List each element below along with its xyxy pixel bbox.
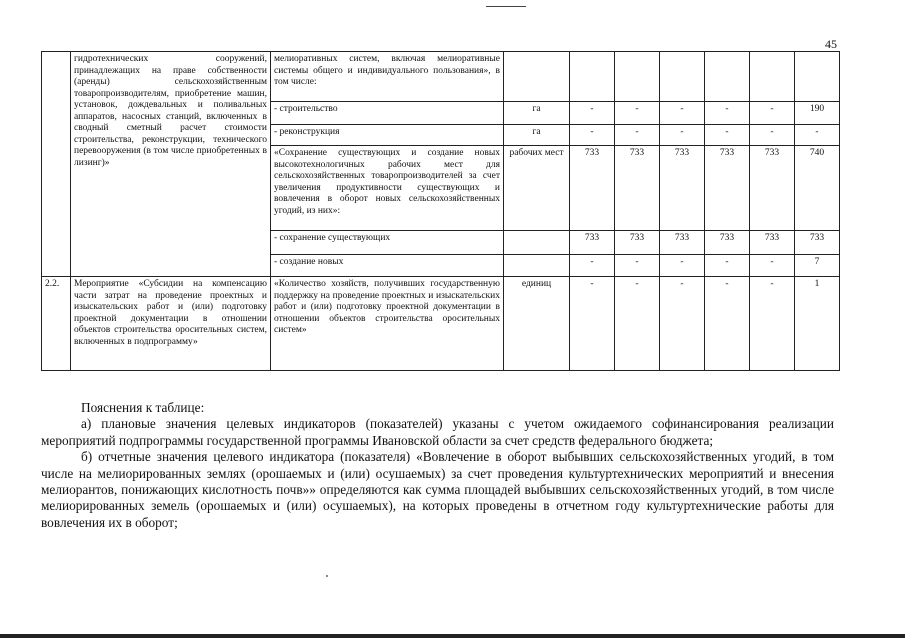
value-cell: - [660, 125, 705, 146]
value-cell: - [570, 277, 615, 371]
value-cell: - [615, 125, 660, 146]
indicator-name: - строительство [271, 102, 504, 125]
value-cell: 7 [795, 255, 840, 277]
indicator-name: мелиоративных систем, включая мелиоративные системы общего и индивидуального пользования», в том числе: [271, 52, 504, 102]
value-cell: - [615, 102, 660, 125]
page-number: 45 [825, 37, 837, 51]
value-cell: - [705, 125, 750, 146]
activity-description: Мероприятие «Субсидии на компенсацию части затрат на проведение проектных и изыскательских работ и (или) подготовку проектной документации в отношении объектов строительства оросительных систем, включенных в подпрограмму» [71, 277, 271, 371]
value-cell: 733 [615, 231, 660, 255]
row-number-cell [42, 52, 71, 277]
value-cell: 733 [750, 231, 795, 255]
value-cell: - [705, 255, 750, 277]
value-cell: 733 [705, 146, 750, 231]
value-cell: - [660, 102, 705, 125]
indicator-name: - сохранение существующих [271, 231, 504, 255]
value-cell: 1 [795, 277, 840, 371]
indicator-name: - создание новых [271, 255, 504, 277]
unit-cell: га [504, 102, 570, 125]
table-row [42, 52, 840, 102]
unit-cell: га [504, 125, 570, 146]
note-b: б) отчетные значения целевого индикатора (показателя) «Вовлечение в оборот выбывших сельскохозяйственных угодий, в том числе на мелиорированных землях (орошаемых и (или) осушаемых) за счет проведения культуртехнических мероприятий и внесения мелиорантов, понижающих кислотность почв»» определяются как сумма площадей выбывших сельскохозяйственных угодий, в том числе мелиорированных земель (орошаемых и (или) осушаемых), на которых проведены в отчетном году культуртехнические работы для вовлечения их в оборот; [41, 449, 834, 530]
table-row [42, 277, 840, 371]
notes-heading: Пояснения к таблице: [81, 400, 205, 415]
indicators-table [41, 51, 840, 371]
value-cell: - [705, 102, 750, 125]
table-notes [41, 400, 834, 531]
value-cell: - [570, 125, 615, 146]
value-cell: 733 [795, 231, 840, 255]
value-cell: - [750, 255, 795, 277]
scan-speck [326, 575, 328, 577]
value-cell: 733 [660, 231, 705, 255]
value-cell: 733 [570, 146, 615, 231]
row-number-cell: 2.2. [42, 277, 71, 371]
value-cell: - [660, 255, 705, 277]
unit-cell: единиц [504, 277, 570, 371]
bottom-scan-edge [0, 634, 905, 638]
value-cell: - [795, 125, 840, 146]
value-cell: - [750, 102, 795, 125]
activity-description: гидротехнических сооружений, принадлежащих на праве собственности (аренды) сельскохозяйственным товаропроизводителям, приобретение машин, установок, дождевальных и поливальных аппаратов, насосных станций, включенных в сводный сметный расчет стоимости строительства, реконструкции, технического перевооружения (в том числе приобретенных в лизинг)» [71, 52, 271, 277]
value-cell: - [570, 255, 615, 277]
value-cell: - [615, 255, 660, 277]
value-cell: 733 [705, 231, 750, 255]
indicator-name: - реконструкция [271, 125, 504, 146]
value-cell: 740 [795, 146, 840, 231]
indicator-name: «Количество хозяйств, получивших государственную поддержку на проведение проектных и изыскательских работ и (или) подготовку проектной документации в отношении объектов строительства оросительных систем» [271, 277, 504, 371]
unit-cell: рабочих мест [504, 146, 570, 231]
value-cell: 733 [615, 146, 660, 231]
note-a: а) плановые значения целевых индикаторов (показателей) указаны с учетом ожидаемого софинансирования реализации мероприятий подпрограммы государственной программы Ивановской области за счет средств федерального бюджета; [41, 416, 834, 448]
value-cell: 733 [660, 146, 705, 231]
unit-cell [504, 255, 570, 277]
value-cell: - [750, 125, 795, 146]
value-cell: - [705, 277, 750, 371]
indicator-name: «Сохранение существующих и создание новых высокотехнологичных рабочих мест для сельскохозяйственных товаропроизводителей за счет увеличения продуктивности существующих и вовлечения в оборот новых сельскохозяйственных угодий, из них»: [271, 146, 504, 231]
value-cell: - [615, 277, 660, 371]
top-rule [486, 6, 526, 7]
value-cell: 733 [750, 146, 795, 231]
value-cell: 190 [795, 102, 840, 125]
value-cell: - [660, 277, 705, 371]
value-cell: 733 [570, 231, 615, 255]
unit-cell [504, 231, 570, 255]
value-cell: - [750, 277, 795, 371]
value-cell: - [570, 102, 615, 125]
